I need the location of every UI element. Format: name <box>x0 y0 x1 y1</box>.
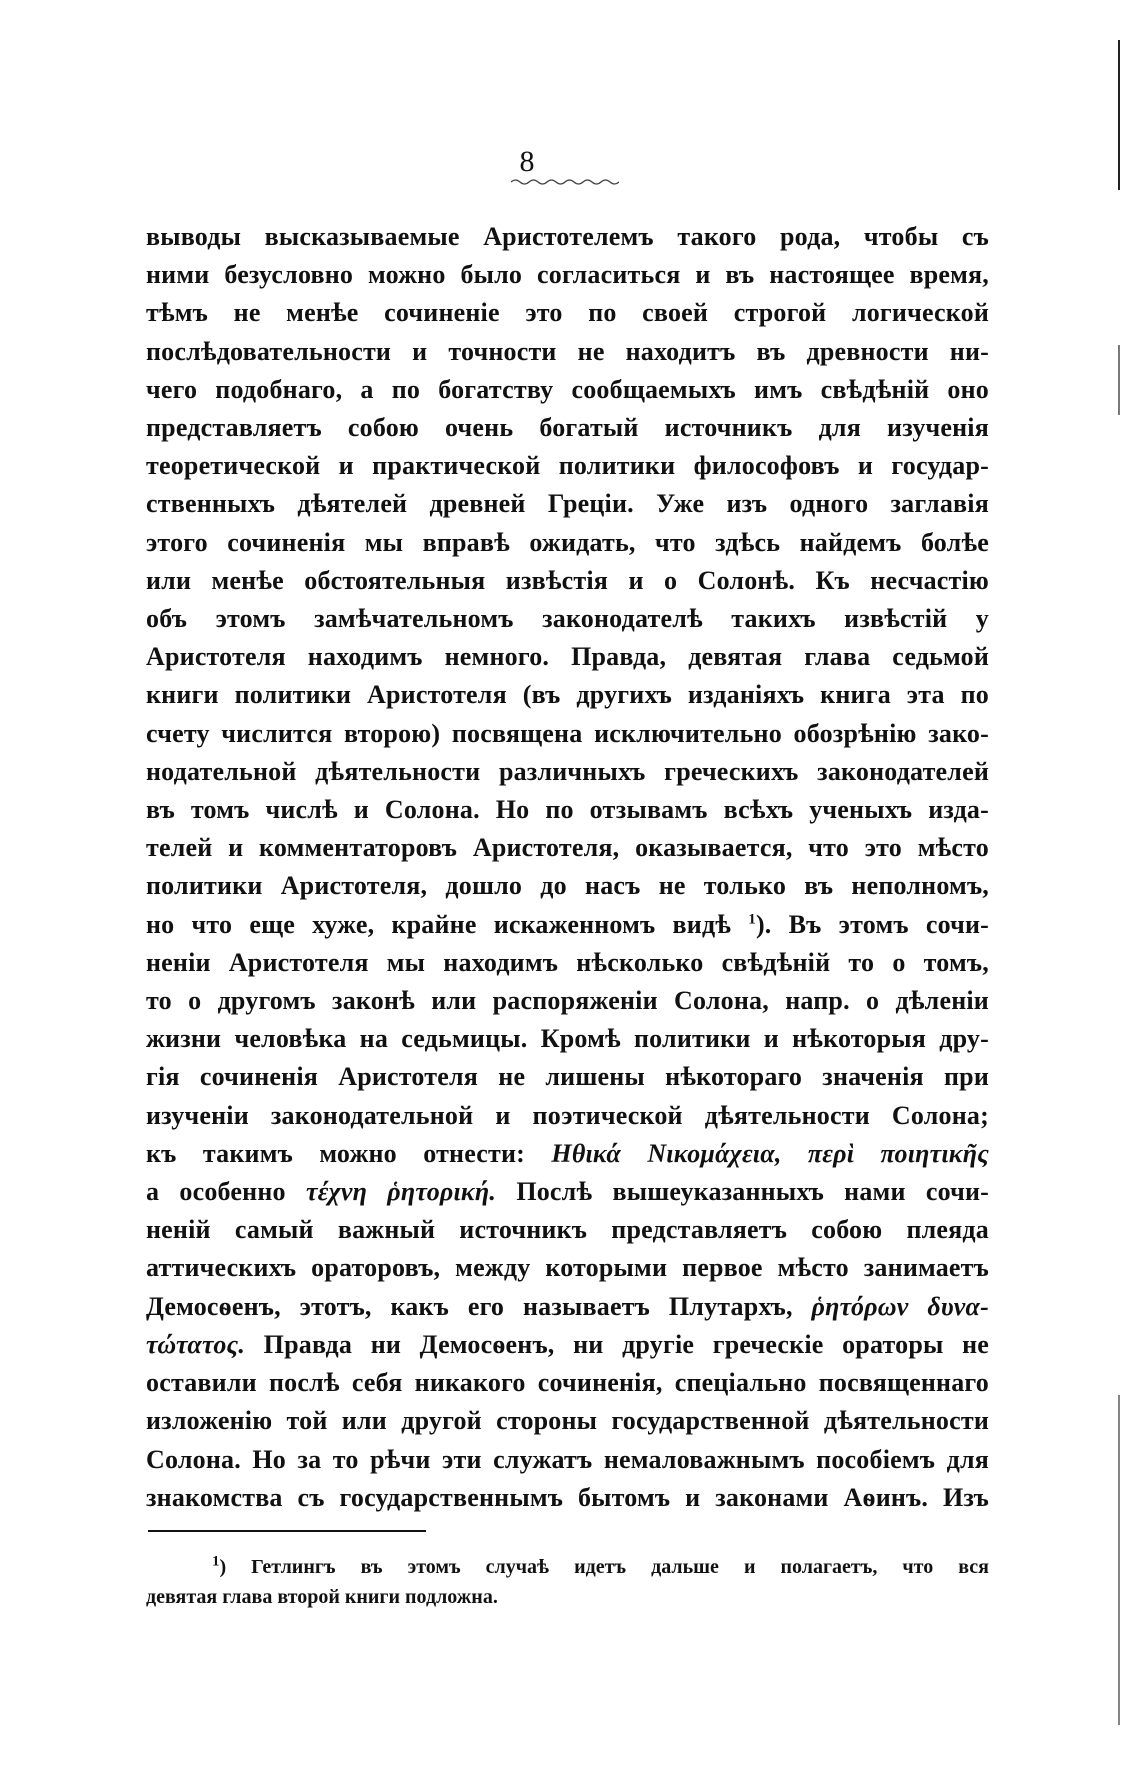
text-line-with-footnote-ref <box>146 906 989 944</box>
footnote <box>146 1552 989 1612</box>
page-edge-mark <box>1118 345 1120 415</box>
text-segment: Демосѳенъ, этотъ, какъ его называетъ Плутархъ, <box>146 1291 793 1321</box>
page-number: 8 <box>519 145 535 178</box>
text-line: ственныхъ дѣятелей древней Греціи. Уже изъ одного заглавія <box>146 489 989 519</box>
text-segment: къ такимъ можно отнести: <box>146 1138 526 1168</box>
text-segment: ). Въ этомъ сочи- <box>755 909 990 939</box>
text-segment: но что еще хуже, крайне искаженномъ видѣ <box>146 909 732 939</box>
text-line: выводы высказываемые Аристотелемъ такого рода, чтобы съ <box>146 222 989 251</box>
footnote-reference: 1 <box>748 911 756 927</box>
text-line: или менѣе обстоятельныя извѣстія и о Солонѣ. Къ несчастію <box>146 565 989 595</box>
page-edge-mark <box>1118 1395 1120 1725</box>
greek-quote: ῥητόρων δυνα- <box>811 1291 989 1321</box>
text-line: жизни человѣка на седьмицы. Кромѣ политики и нѣкоторыя дру- <box>146 1024 989 1054</box>
text-line: изложенію той или другой стороны государственной дѣятельности <box>146 1406 989 1436</box>
text-line: гія сочиненія Аристотеля не лишены нѣкотораго значенія при <box>146 1062 989 1092</box>
greek-title: τέχνη ῥητορική. <box>305 1177 497 1207</box>
footnote-text: ) Гетлингъ въ этомъ случаѣ идетъ дальше и полагаетъ, что вся <box>219 1556 989 1578</box>
text-line: телей и комментаторовъ Аристотеля, оказывается, что это мѣсто <box>146 833 989 863</box>
text-line-with-greek <box>146 1173 989 1211</box>
text-line-with-greek <box>146 1326 989 1364</box>
text-line: ненiи Аристотеля мы находимъ нѣсколько свѣдѣній то о томъ, <box>146 947 989 977</box>
greek-quote: τώτατος. <box>146 1329 246 1359</box>
text-line: этого сочиненія мы вправѣ ожидать, что здѣсь найдемъ болѣе <box>146 527 989 557</box>
footnote-line <box>146 1552 989 1582</box>
text-line: тѣмъ не менѣе сочиненіе это по своей строгой логической <box>146 298 989 328</box>
text-line: Солона. Но за то рѣчи эти служатъ немаловажнымъ пособіемъ для <box>146 1444 989 1474</box>
text-line: аттическихъ ораторовъ, между которыми первое мѣсто занимаетъ <box>146 1253 989 1283</box>
text-segment: Послѣ вышеуказанныхъ нами сочи- <box>516 1177 990 1207</box>
text-line-with-greek <box>146 1135 989 1173</box>
text-line: ними безусловно можно было согласиться и въ настоящее время, <box>146 260 989 290</box>
text-line: знакомства съ государственнымъ бытомъ и законами Аѳинъ. Изъ <box>146 1482 989 1512</box>
text-line: нодательной дѣятельности различныхъ греческихъ законодателей <box>146 756 989 786</box>
text-line: объ этомъ замѣчательномъ законодателѣ такихъ извѣстій у <box>146 604 989 634</box>
text-line: чего подобнаго, а по богатству сообщаемыхъ имъ свѣдѣній оно <box>146 374 989 404</box>
page-number-ornament <box>511 178 619 186</box>
text-line: теоретической и практической политики философовъ и государ- <box>146 451 989 481</box>
footnote-line: девятая глава второй книги подложна. <box>146 1586 498 1608</box>
text-line: представляетъ собою очень богатый источникъ для изученія <box>146 413 989 443</box>
footnote-marker: 1 <box>212 1553 220 1570</box>
text-line: неній самый важный источникъ представляетъ собою плеяда <box>146 1215 989 1245</box>
text-line: счету числится второю) посвящена исключительно обозрѣнію зако- <box>146 718 989 748</box>
footnote-divider <box>148 1530 426 1532</box>
text-line: то о другомъ законѣ или распоряженіи Солона, напр. о дѣленіи <box>146 986 989 1016</box>
greek-title: Ηθικά Νικομάχεια, περὶ ποιητικῆς <box>551 1138 989 1168</box>
main-text <box>146 218 989 1517</box>
text-line: въ томъ числѣ и Солона. Но по отзывамъ всѣхъ ученыхъ изда- <box>146 795 989 825</box>
text-line: оставили послѣ себя никакого сочиненія, спеціально посвященнаго <box>146 1368 989 1398</box>
text-line-with-greek <box>146 1288 989 1326</box>
text-line: книги политики Аристотеля (въ другихъ изданіяхъ книга эта по <box>146 680 989 710</box>
text-line: послѣдовательности и точности не находитъ въ древности ни- <box>146 336 989 366</box>
text-line: политики Аристотеля, дошло до насъ не только въ неполномъ, <box>146 871 989 901</box>
text-line: изученіи законодательной и поэтической дѣятельности Солона; <box>146 1100 989 1130</box>
text-line: Аристотеля находимъ немного. Правда, девятая глава седьмой <box>146 642 989 672</box>
page-edge-mark <box>1118 40 1120 190</box>
text-segment: Правда ни Демосѳенъ, ни другіе греческіе ораторы не <box>263 1329 990 1359</box>
text-segment: а особенно <box>146 1177 286 1207</box>
